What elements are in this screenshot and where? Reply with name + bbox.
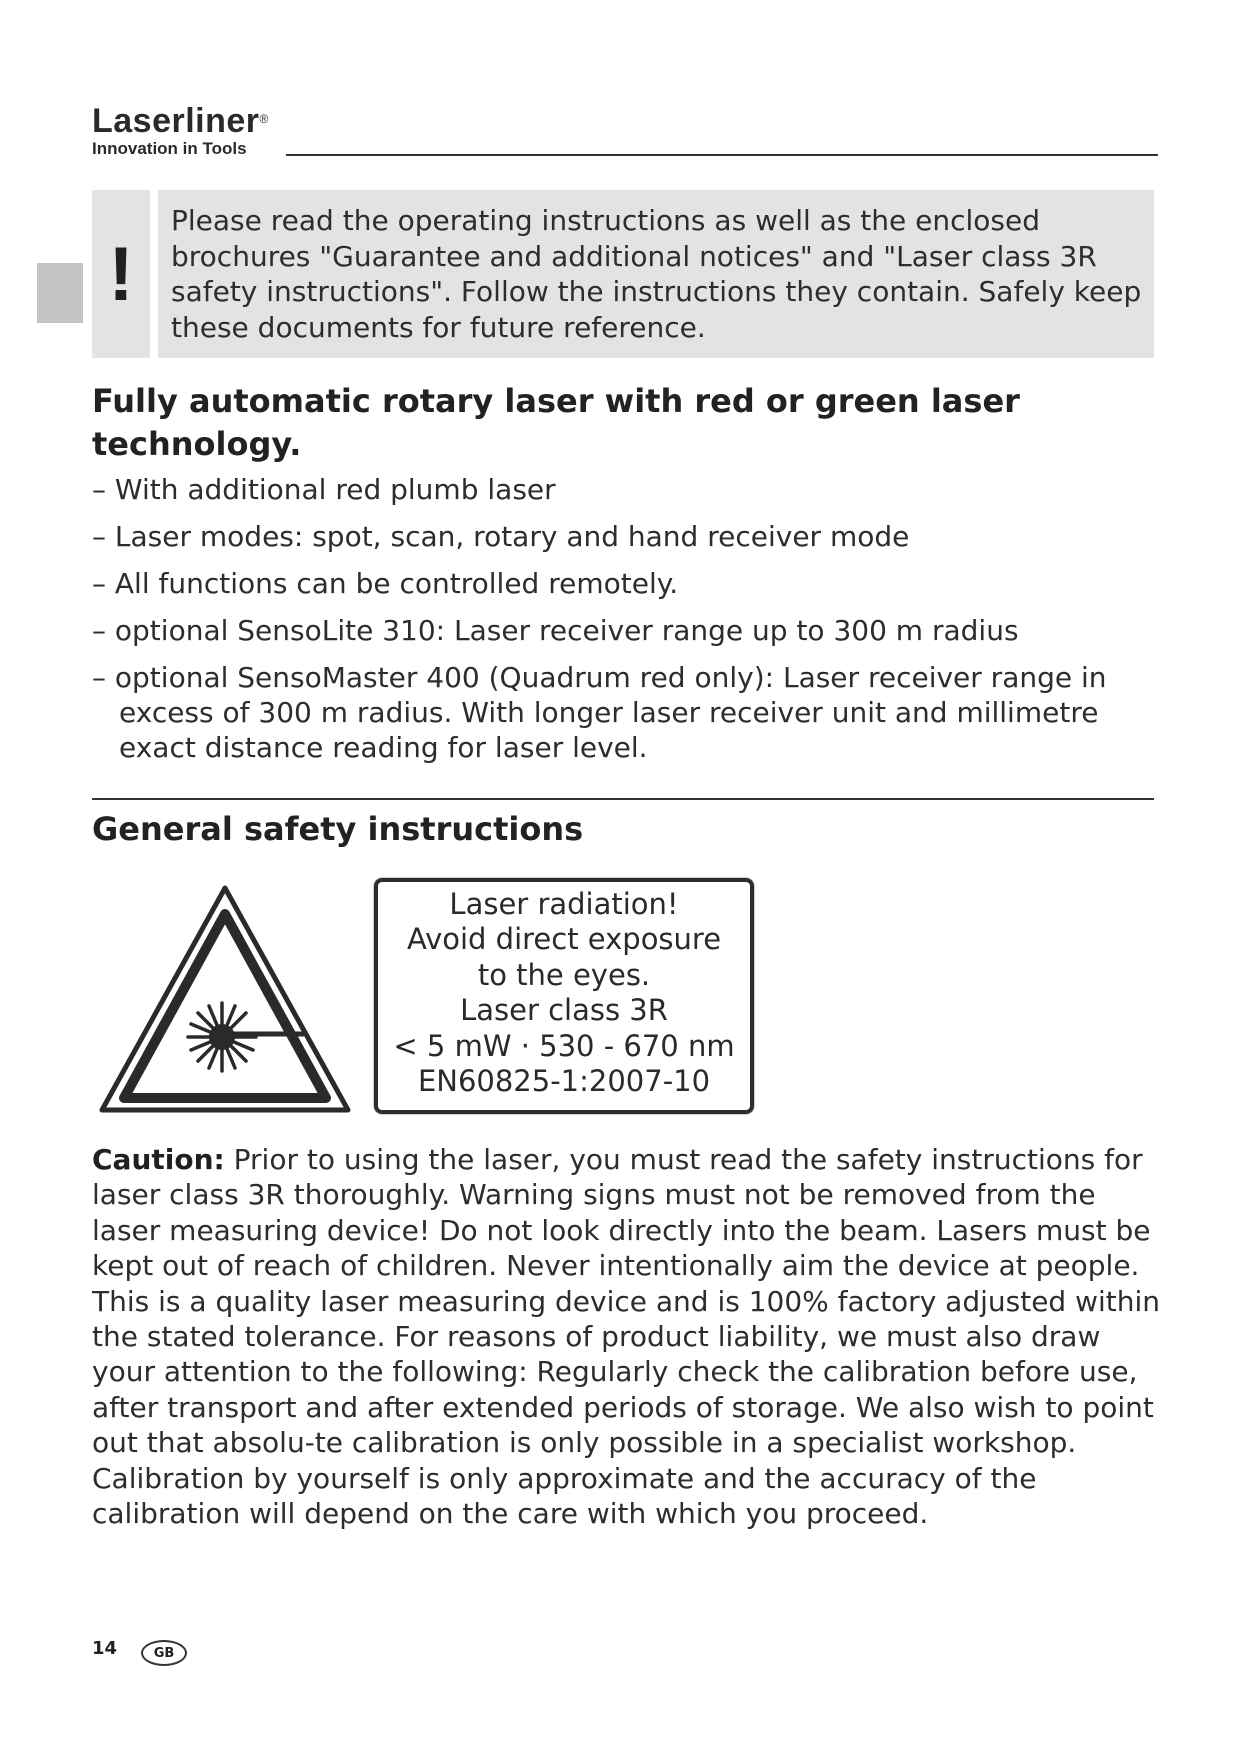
brand-name: Laserliner® xyxy=(92,102,269,140)
registered-mark: ® xyxy=(259,112,269,126)
section-tab-marker xyxy=(37,263,83,323)
label-line: Laser radiation! xyxy=(449,887,679,921)
safety-heading: General safety instructions xyxy=(92,810,584,848)
label-line: < 5 mW · 530 - 670 nm xyxy=(393,1028,735,1063)
header-divider xyxy=(286,154,1158,156)
page-number: 14 xyxy=(92,1638,118,1659)
brand-tagline: Innovation in Tools xyxy=(92,139,247,158)
feature-item: – optional SensoMaster 400 (Quadrum red only): Laser receiver range in excess of 300 m radius. With longer laser receiver unit and millimetre exact distance reading for laser level. xyxy=(92,661,1107,764)
feature-item: – All functions can be controlled remotely. xyxy=(92,567,679,600)
laser-warning-triangle-icon xyxy=(94,880,356,1120)
feature-item: – optional SensoLite 310: Laser receiver range up to 300 m radius xyxy=(92,614,1019,647)
label-line: Laser class 3R xyxy=(460,993,668,1028)
exclamation-icon: ! xyxy=(92,190,150,358)
caution-text: Prior to using the laser, you must read the safety instructions for laser class 3R thoroughly. Warning signs must not be removed from the laser measuring device! Do not look directly into the beam. Lasers must be kept out of reach of children. Never intentionally aim the device at people. This is a quality laser measuring device and is 100% factory adjusted within the stated tolerance. For reasons of product liability, we must also draw your attention to the following: Regularly check the calibration before use, after transport and after extended periods of storage. We also wish to point out that absolu-te calibration is only possible in a specialist workshop. Calibration by yourself is only approximate and the accuracy of the calibration will depend on the care with which you proceed. xyxy=(92,1143,1161,1531)
notice-text: Please read the operating instructions as well as the enclosed brochures "Guarantee and additional notices" and "Laser class 3R safety instructions". Follow the instructions they contain. Safely keep these documents for future reference. xyxy=(158,190,1154,358)
label-line: EN60825-1:2007-10 xyxy=(417,1064,711,1099)
brand-logo xyxy=(92,104,269,159)
caution-label: Caution: xyxy=(92,1143,225,1176)
caution-paragraph xyxy=(92,1142,1162,1531)
product-heading: Fully automatic rotary laser with red or green laser technology. xyxy=(92,382,1020,463)
laser-class-label xyxy=(374,878,754,1114)
country-code-badge: GB xyxy=(141,1640,187,1666)
feature-item: – With additional red plumb laser xyxy=(92,473,556,506)
label-line: to the eyes. xyxy=(477,957,651,992)
label-line: Avoid direct exposure xyxy=(406,922,722,957)
feature-item: – Laser modes: spot, scan, rotary and hand receiver mode xyxy=(92,520,910,553)
section-divider xyxy=(92,798,1154,800)
feature-list xyxy=(92,472,1152,777)
